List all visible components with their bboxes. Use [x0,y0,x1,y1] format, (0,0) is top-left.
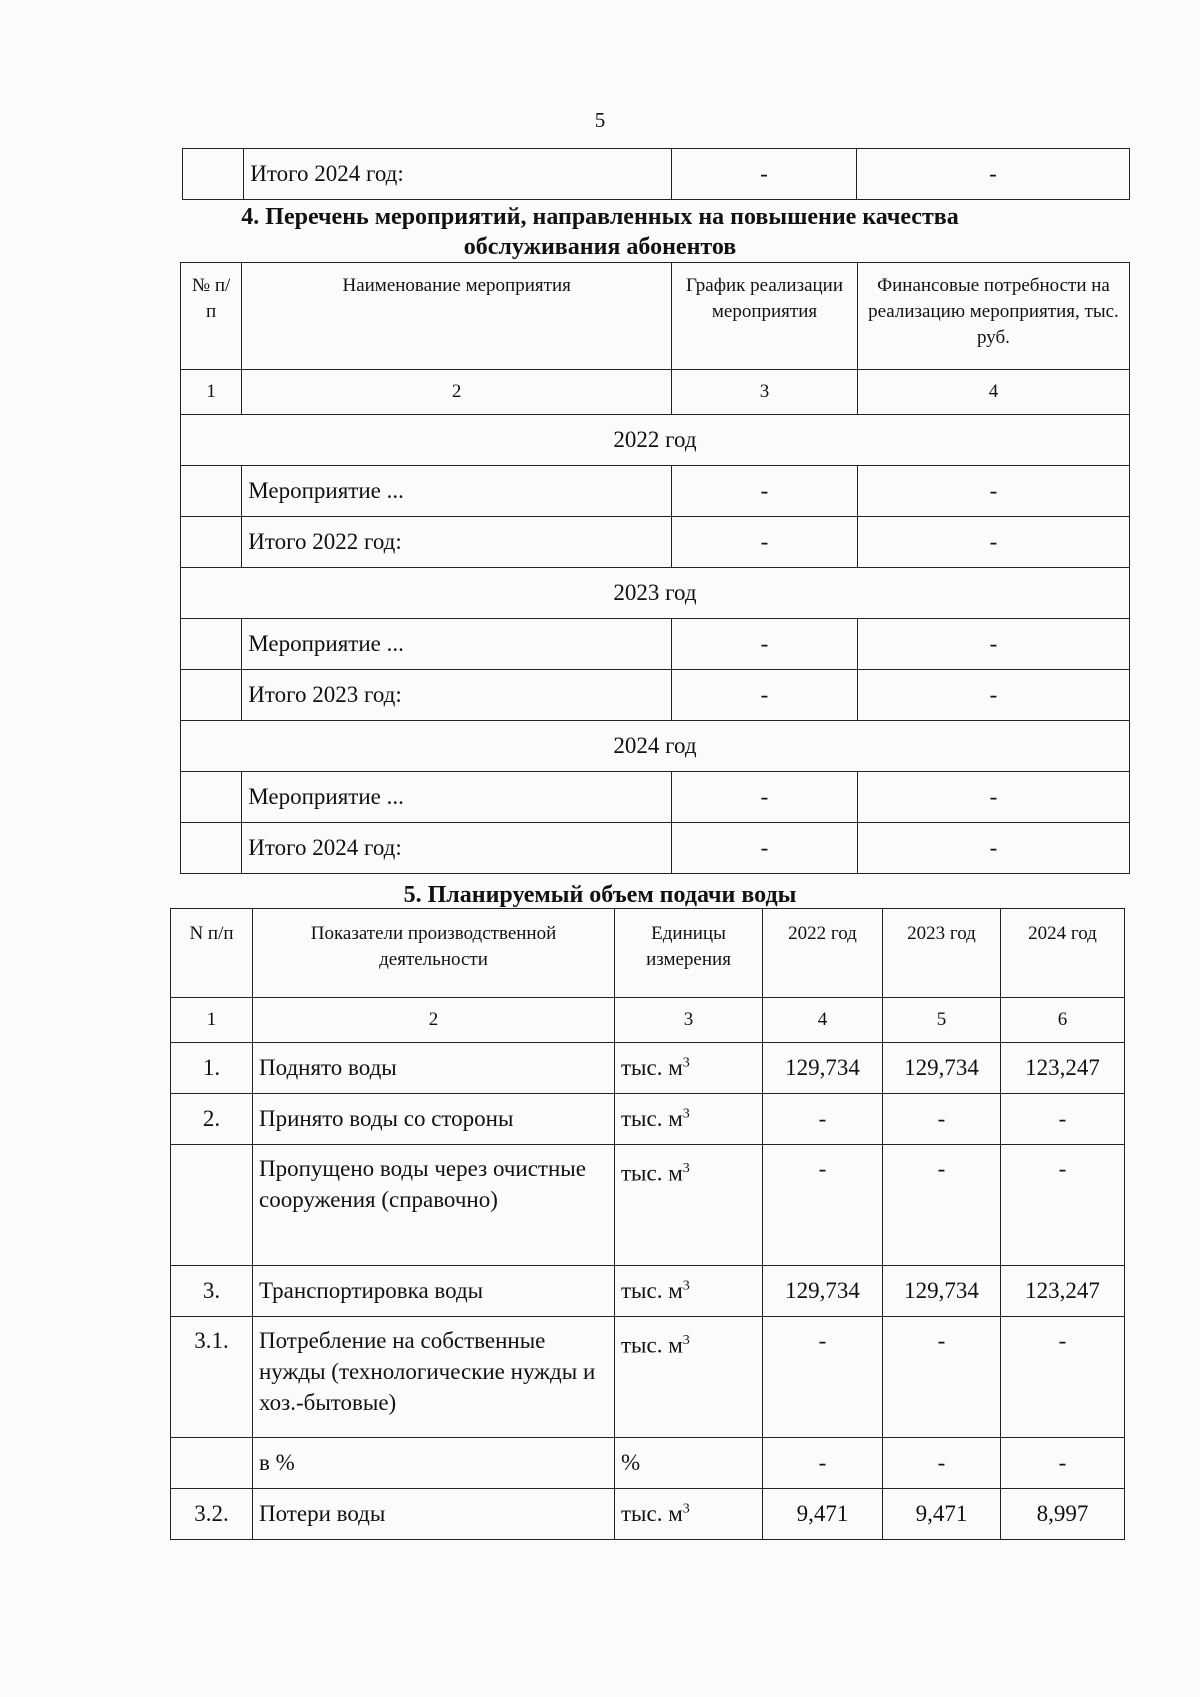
unit-text: тыс. м [621,1278,683,1303]
value-2024: 123,247 [1001,1043,1125,1094]
schedule-cell: - [672,517,858,568]
unit-cell [615,1489,763,1540]
section5-table [170,908,1125,1540]
value-2024: 8,997 [1001,1489,1125,1540]
section4-title-line1: 4. Перечень мероприятий, направленных на повышение качества [241,204,959,230]
activity-label: Итого 2023 год: [242,670,672,721]
unit-text: тыс. м [621,1332,683,1358]
header-name: Наименование мероприятия [242,263,672,370]
indicator-label: Потребление на собственные нужды (технологические нужды и хоз.-бытовые) [253,1317,615,1438]
col-number: 4 [763,998,883,1043]
value-2023: - [883,1094,1001,1145]
col-number: 1 [181,370,242,415]
table-row [171,1317,1125,1438]
indicator-label: Транспортировка воды [253,1266,615,1317]
cell-num [181,772,242,823]
col-number: 1 [171,998,253,1043]
page-number: 5 [594,108,606,132]
unit-cell [615,1043,763,1094]
year-row [181,568,1130,619]
unit-sup: 3 [682,1161,690,1176]
section4-title [0,202,1200,262]
value-2023: - [883,1438,1001,1489]
finance-cell: - [857,466,1129,517]
finance-cell: - [857,619,1129,670]
table-row [171,1438,1125,1489]
table-row [171,1145,1125,1266]
indicator-label: Пропущено воды через очистные сооружения (справочно) [253,1145,615,1266]
cell-num [181,619,242,670]
row-num: 1. [171,1043,253,1094]
table-row [181,772,1130,823]
table-row [171,1266,1125,1317]
value-2023: 9,471 [883,1489,1001,1540]
unit-text: тыс. м [621,1106,683,1131]
activity-label: Итого 2022 год: [242,517,672,568]
indicator-label: Потери воды [253,1489,615,1540]
header-2024: 2024 год [1001,909,1125,998]
unit-sup: 3 [682,1106,690,1122]
table-row [181,670,1130,721]
column-number-row [171,998,1125,1043]
unit-sup: 3 [682,1278,690,1294]
schedule-cell: - [672,670,858,721]
unit-cell: % [615,1438,763,1489]
unit-sup: 3 [682,1333,690,1348]
year-row [181,415,1130,466]
header-schedule: График реализации мероприятия [672,263,858,370]
unit-text: тыс. м [621,1055,683,1080]
header-num: № п/п [181,263,242,370]
schedule-cell: - [672,149,857,200]
value-2022: - [763,1094,883,1145]
indicator-label: в % [253,1438,615,1489]
cell-num [181,517,242,568]
value-2024: - [1001,1094,1125,1145]
value-2022: - [763,1317,883,1438]
value-2022: - [763,1438,883,1489]
value-2023: - [883,1317,1001,1438]
unit-text: тыс. м [621,1501,683,1526]
row-num: 2. [171,1094,253,1145]
col-number: 5 [883,998,1001,1043]
value-2022: - [763,1145,883,1266]
table-row [181,466,1130,517]
unit-cell [615,1145,763,1266]
finance-cell: - [857,517,1129,568]
col-number: 4 [857,370,1129,415]
header-row [181,263,1130,370]
unit-cell [615,1317,763,1438]
value-2022: 129,734 [763,1266,883,1317]
previous-table-total-row [182,148,1130,200]
cell-num [181,670,242,721]
value-2024: - [1001,1317,1125,1438]
table-row [171,1094,1125,1145]
value-2023: 129,734 [883,1266,1001,1317]
cell-num [181,823,242,874]
table-row [181,823,1130,874]
value-2022: 9,471 [763,1489,883,1540]
unit-sup: 3 [682,1501,690,1517]
row-num [171,1145,253,1266]
header-row [171,909,1125,998]
schedule-cell: - [672,772,858,823]
table-row [181,619,1130,670]
column-number-row [181,370,1130,415]
value-2023: 129,734 [883,1043,1001,1094]
row-num [171,1438,253,1489]
header-2023: 2023 год [883,909,1001,998]
cell-num [181,466,242,517]
header-finance: Финансовые потребности на реализацию мероприятия, тыс. руб. [857,263,1129,370]
finance-cell: - [857,772,1129,823]
activity-label: Мероприятие ... [242,772,672,823]
activity-label: Мероприятие ... [242,619,672,670]
indicator-label: Принято воды со стороны [253,1094,615,1145]
section4-title-line2: обслуживания абонентов [463,234,737,260]
schedule-cell: - [672,619,858,670]
header-2022: 2022 год [763,909,883,998]
col-number: 3 [615,998,763,1043]
section4-table [180,262,1130,874]
finance-cell: - [856,149,1129,200]
value-2024: 123,247 [1001,1266,1125,1317]
year-label: 2023 год [181,568,1130,619]
col-number: 2 [242,370,672,415]
value-2023: - [883,1145,1001,1266]
col-number: 3 [672,370,858,415]
header-num: N п/п [171,909,253,998]
total-label: Итого 2024 год: [244,149,672,200]
table-row [171,1043,1125,1094]
schedule-cell: - [672,466,858,517]
row-num: 3.2. [171,1489,253,1540]
unit-cell [615,1094,763,1145]
col-number: 2 [253,998,615,1043]
unit-sup: 3 [682,1055,690,1071]
section5-title: 5. Планируемый объем подачи воды [403,882,797,908]
activity-label: Итого 2024 год: [242,823,672,874]
table-row [171,1489,1125,1540]
schedule-cell: - [672,823,858,874]
year-label: 2022 год [181,415,1130,466]
value-2024: - [1001,1438,1125,1489]
header-unit: Единицы измерения [615,909,763,998]
activity-label: Мероприятие ... [242,466,672,517]
table-row [181,517,1130,568]
year-label: 2024 год [181,721,1130,772]
col-number: 6 [1001,998,1125,1043]
unit-cell [615,1266,763,1317]
finance-cell: - [857,670,1129,721]
value-2024: - [1001,1145,1125,1266]
value-2022: 129,734 [763,1043,883,1094]
indicator-label: Поднято воды [253,1043,615,1094]
row-num: 3.1. [171,1317,253,1438]
table-row [183,149,1130,200]
cell-num [183,149,244,200]
row-num: 3. [171,1266,253,1317]
year-row [181,721,1130,772]
header-indicator: Показатели производственной деятельности [253,909,615,998]
finance-cell: - [857,823,1129,874]
unit-text: тыс. м [621,1160,683,1186]
